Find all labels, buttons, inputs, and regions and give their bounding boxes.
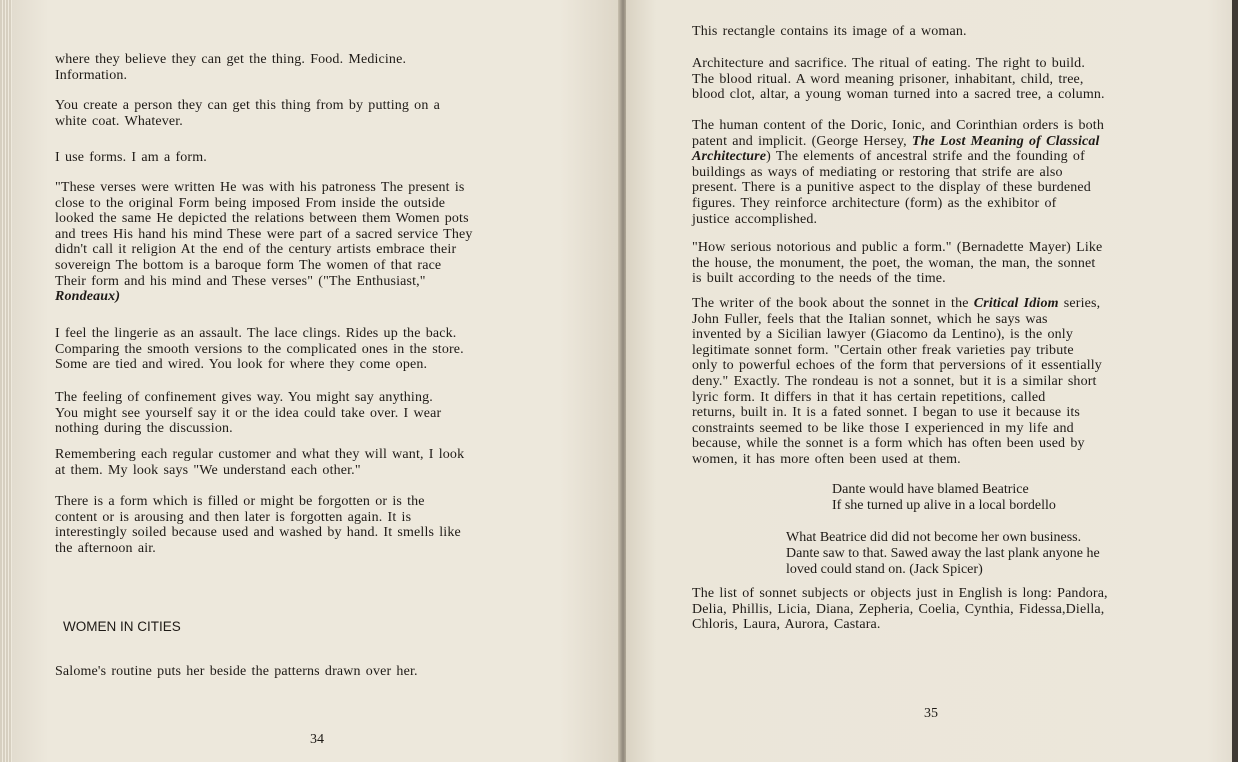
paragraph: "How serious notorious and public a form." (Bernadette Mayer) Like the house, the monument, the poet, the woman, the man, the sonnet is built according to the needs of the time. bbox=[692, 240, 1103, 287]
quoted-paragraph: "These verses were written He was with his patroness The present is close to the original Form being imposed From inside the outside looked the same He depicted the relations between them Women pots and trees His hand his mind These were part of a sacred service They didn't call it religion At the end of the century artists embrace their sovereign The bottom is a baroque form The women of that race Their form and his mind and These verses" ("The Enthusiast," bbox=[55, 180, 473, 289]
right-page bbox=[626, 0, 1232, 762]
hersey-title: Architecture bbox=[692, 149, 767, 165]
paragraph: There is a form which is filled or might be forgotten or is the content or is arousing and then later is forgotten again. It is interestingly soiled because used and washed by hand. It smells like the afternoon air. bbox=[55, 494, 461, 556]
paragraph: where they believe they can get the thing. Food. Medicine. Information. bbox=[55, 52, 407, 83]
fuller-paragraph bbox=[692, 296, 1188, 327]
paragraph: I use forms. I am a form. bbox=[55, 150, 207, 165]
paragraph: This rectangle contains its image of a woman. bbox=[692, 24, 967, 39]
paragraph: I feel the lingerie as an assault. The lace clings. Rides up the back. Comparing the smooth versions to the complicated ones in the store. Some are tied and wired. You look for where they come open. bbox=[55, 326, 464, 373]
paragraph: Architecture and sacrifice. The ritual of eating. The right to build. The blood ritual. A word meaning prisoner, inhabitant, child, tree, blood clot, altar, a young woman turned into a sacred tree, a column. bbox=[692, 56, 1105, 103]
paragraph: invented by a Sicilian lawyer (Giacomo da Lentino), is the only legitimate sonnet form. "Certain other freak varieties pay tribute only to powerful echoes of the form that perversions of it essentially deny." Exactly. The rondeau is not a sonnet, but it is a similar short lyric form. It differs in that it has certain repetitions, called returns, built in. It is a fated sonnet. I began to use it because its constraints seemed to be like those I experienced in my life and because, while the sonnet is a form which has often been used by women, it has more often been used at them. bbox=[692, 327, 1102, 467]
fuller-text: The writer of the book about the sonnet in the bbox=[692, 296, 974, 311]
hersey-text: patent and implicit. (George Hersey, bbox=[692, 133, 912, 149]
section-heading: WOMEN IN CITIES bbox=[63, 619, 181, 634]
rondeaux-citation: Rondeaux) bbox=[55, 289, 121, 304]
paragraph: The list of sonnet subjects or objects just in English is long: Pandora, Delia, Phillis, Licia, Diana, Zepheria, Coelia, Cynthia, Fidessa,Diella, Chloris, Laura, Aurora, Castara. bbox=[692, 586, 1108, 633]
paragraph: The human content of the Doric, Ionic, and Corinthian orders is both bbox=[692, 118, 1104, 133]
background-edge bbox=[1232, 0, 1238, 762]
page-edges bbox=[0, 0, 12, 762]
left-page bbox=[12, 0, 620, 762]
fuller-text: series, John Fuller, feels that the Italian sonnet, which he says was bbox=[692, 296, 1101, 327]
page-number: 34 bbox=[310, 732, 324, 747]
hersey-paragraph bbox=[692, 134, 1188, 228]
hersey-text: ) The elements of ancestral strife and the founding of buildings as ways of mediating or restoring that strife are also present. There is a punitive aspect to the display of these burdened figures. They reinforce architecture (form) as the exhibitor of justice accomplished. bbox=[692, 149, 1091, 227]
paragraph: Remembering each regular customer and what they will want, I look at them. My look says "We understand each other." bbox=[55, 447, 465, 478]
paragraph: You create a person they can get this thing from by putting on a white coat. Whatever. bbox=[55, 98, 440, 129]
paragraph: Salome's routine puts her beside the patterns drawn over her. bbox=[55, 664, 418, 679]
verse-quote: Dante would have blamed Beatrice If she turned up alive in a local bordello bbox=[832, 482, 1056, 513]
hersey-title: The Lost Meaning of Classical bbox=[911, 133, 1100, 149]
page-number: 35 bbox=[924, 706, 938, 721]
verse-quote: What Beatrice did did not become her own business. Dante saw to that. Sawed away the last plank anyone he loved could stand on. (Jack Spicer) bbox=[786, 530, 1100, 577]
paragraph: The feeling of confinement gives way. You might say anything. You might see yourself say it or the idea could take over. I wear nothing during the discussion. bbox=[55, 390, 442, 437]
fuller-title: Critical Idiom bbox=[973, 296, 1059, 311]
